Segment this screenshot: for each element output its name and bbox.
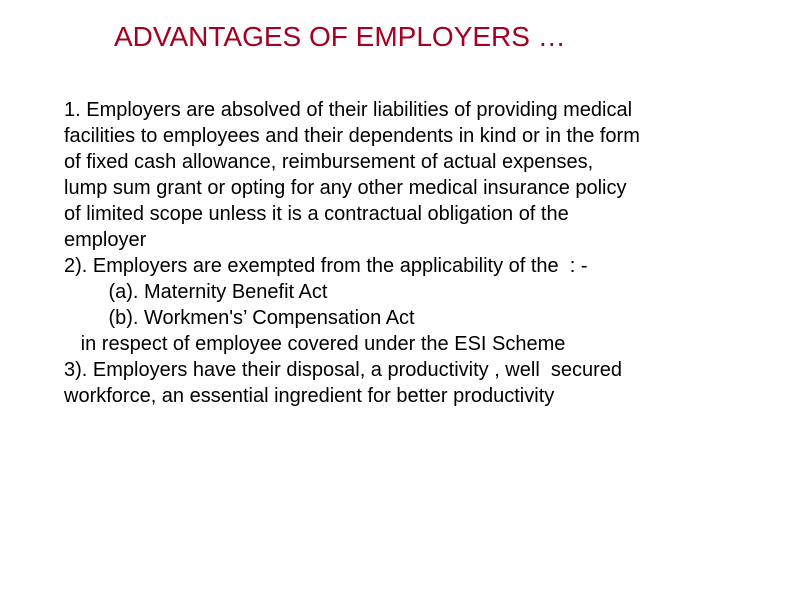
body-line: workforce, an essential ingredient for better productivity <box>64 385 555 407</box>
slide-title: ADVANTAGES OF EMPLOYERS … <box>114 21 566 52</box>
body-line-point-1: 1. Employers are absolved of their liabilities of providing medical <box>64 99 633 121</box>
sub-item-b: (b). Workmen's’ Compensation Act <box>64 307 415 329</box>
body-line-point-3: 3). Employers have their disposal, a productivity , well secured <box>64 359 623 381</box>
body-line: employer <box>64 229 147 251</box>
body-line: in respect of employee covered under the ESI Scheme <box>64 333 566 355</box>
body-line: lump sum grant or opting for any other medical insurance policy <box>64 177 627 199</box>
body-line: facilities to employees and their dependents in kind or in the form <box>64 125 640 147</box>
body-line: of limited scope unless it is a contractual obligation of the <box>64 203 569 225</box>
body-line-point-2: 2). Employers are exempted from the applicability of the : - <box>64 255 588 277</box>
slide-body <box>64 97 784 409</box>
body-line: of fixed cash allowance, reimbursement of actual expenses, <box>64 151 594 173</box>
sub-item-a: (a). Maternity Benefit Act <box>64 281 328 303</box>
